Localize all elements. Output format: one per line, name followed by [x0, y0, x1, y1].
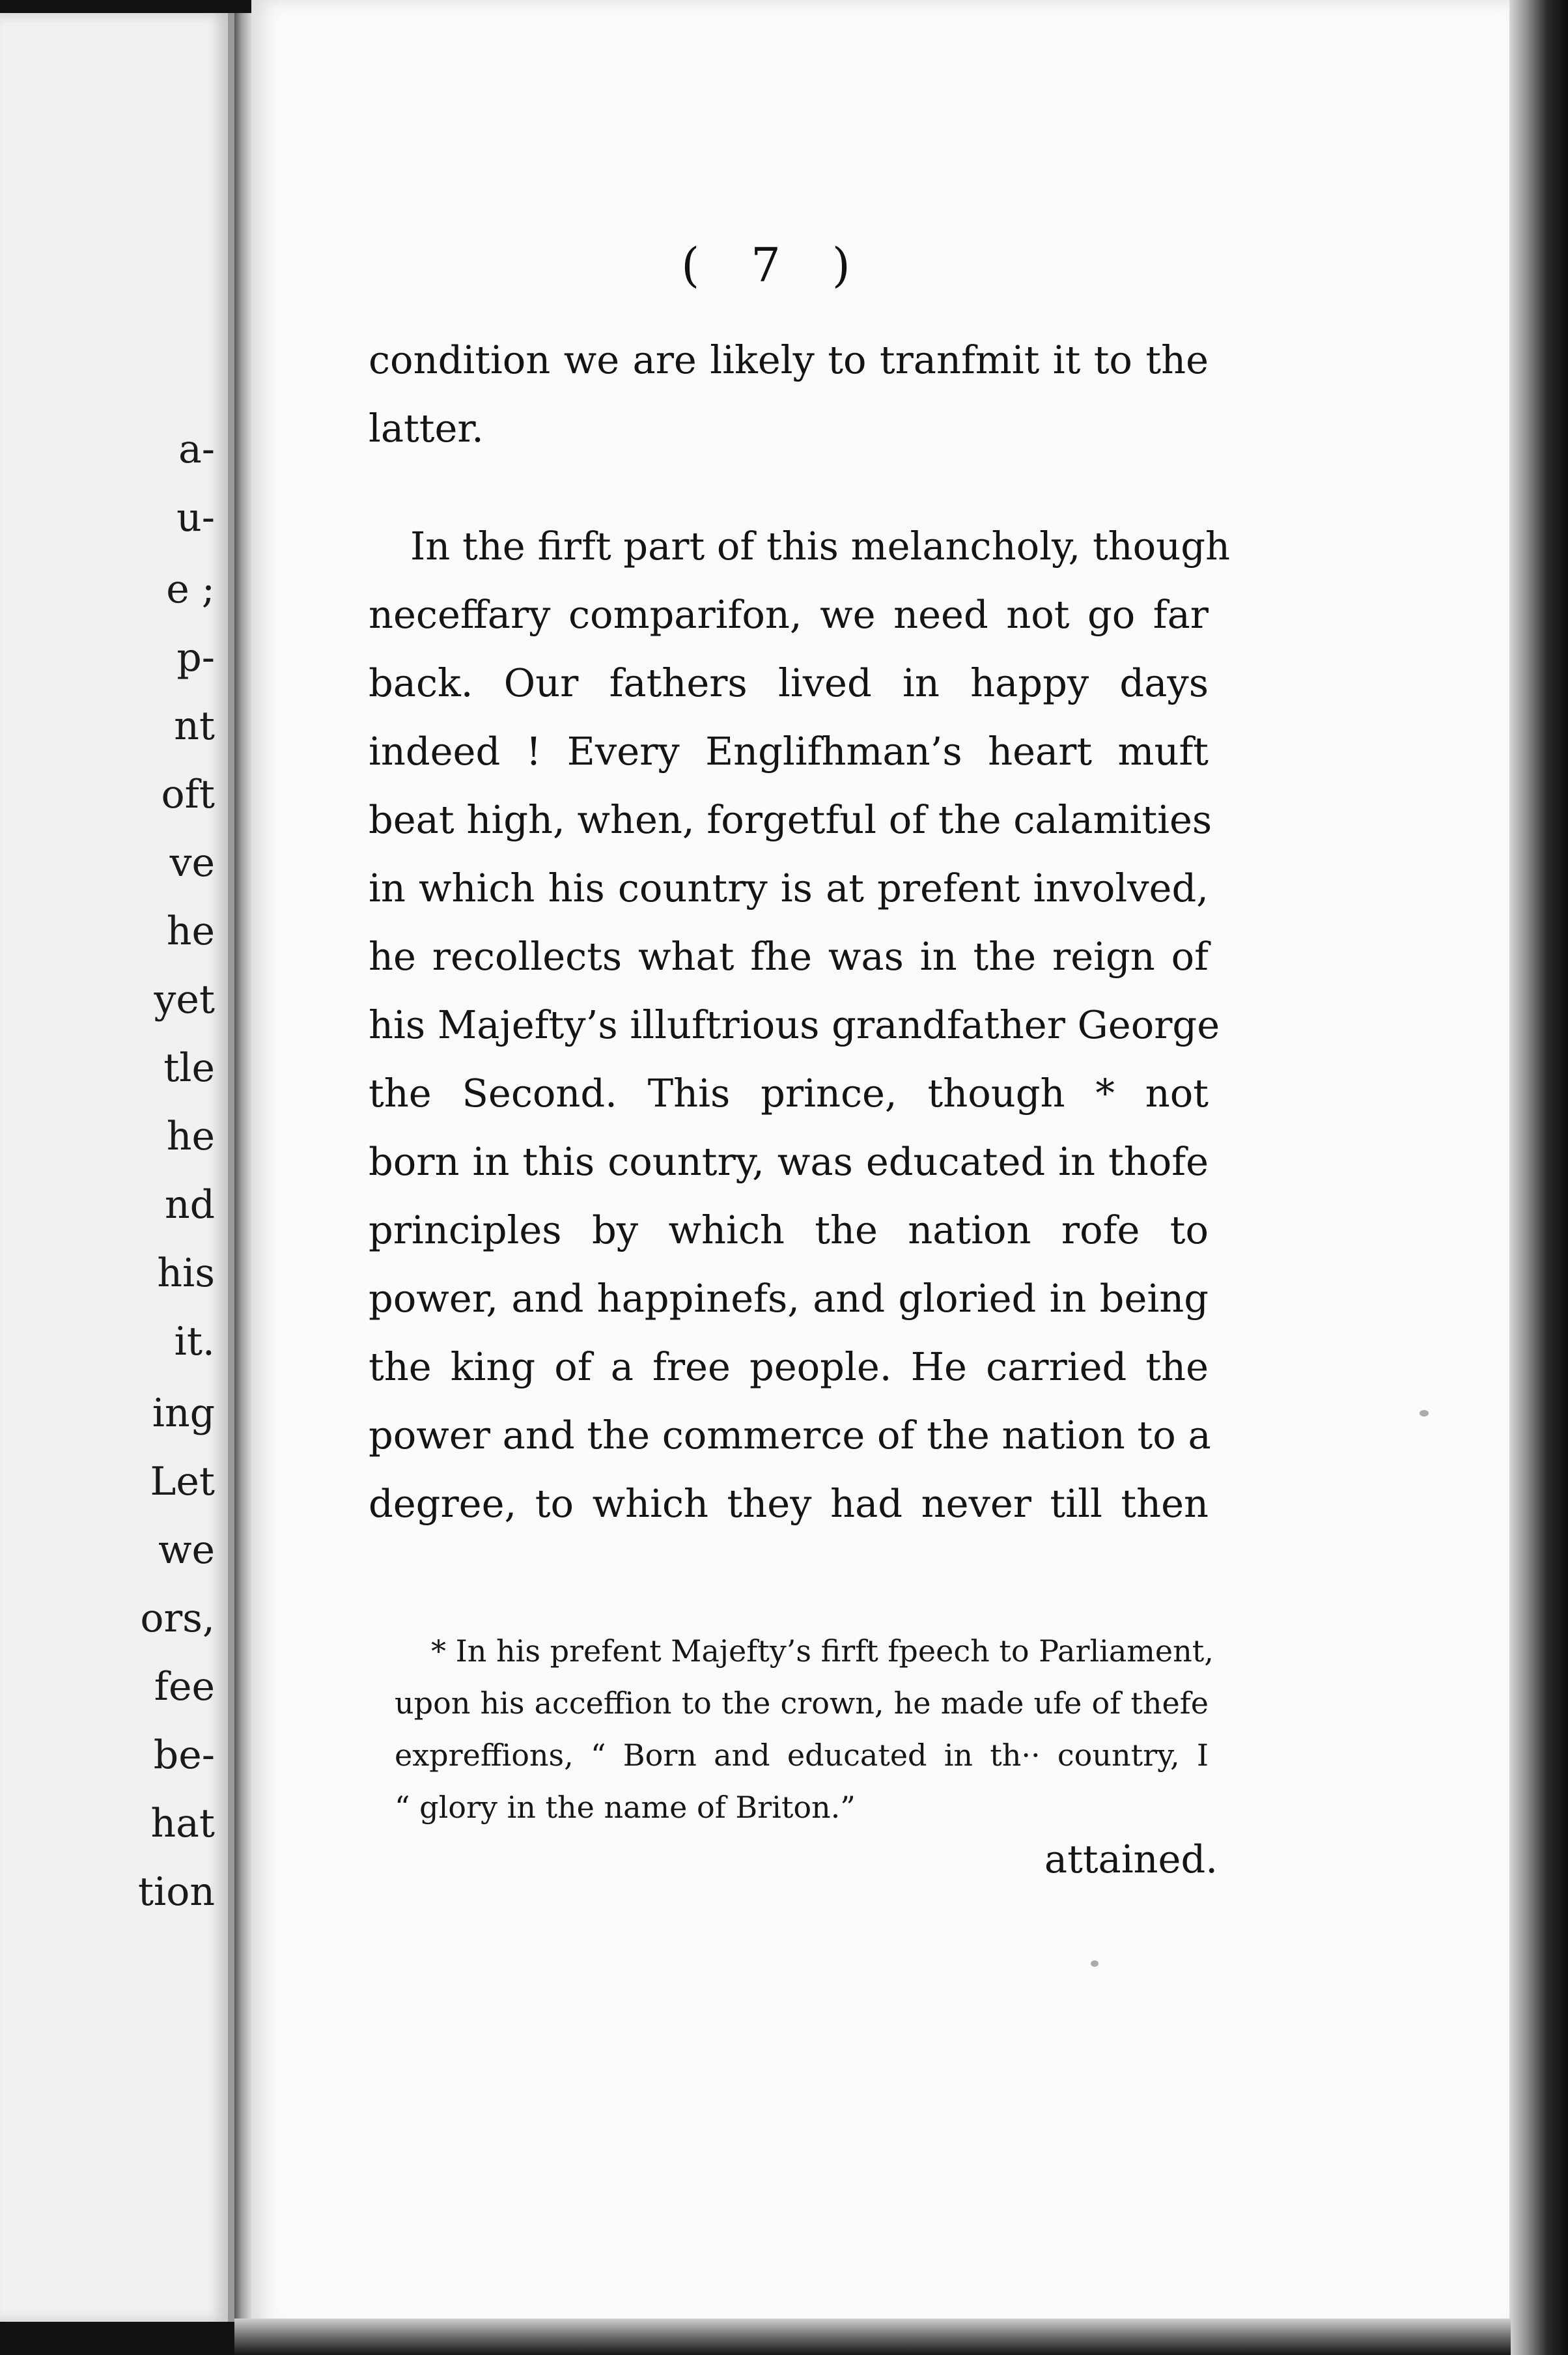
text-line: power and the commerce of the nation to a — [369, 1413, 1211, 1458]
footnote-line: * In his prefent Majefty’s firft fpeech to Parliament, — [431, 1633, 1214, 1669]
footnote-line: “ glory in the name of Briton.” — [395, 1790, 856, 1825]
left-fragment: oft — [161, 772, 215, 817]
text-line: back. Our fathers lived in happy days — [369, 660, 1209, 705]
footnote — [395, 1625, 1214, 1833]
text-line: beat high, when, forgetful of the calamities — [369, 797, 1212, 842]
left-fragment: p- — [176, 635, 215, 681]
text-line: latter. — [369, 406, 484, 451]
footnote-line: upon his acceffion to the crown, he made ufe of thefe — [395, 1685, 1209, 1721]
left-fragment: he — [166, 1114, 215, 1159]
text-line: degree, to which they had never till then — [369, 1481, 1209, 1526]
page-bottom-edge — [234, 2319, 1511, 2355]
text-line: in which his country is at prefent involved, — [369, 866, 1209, 910]
page-edge-shadow — [1509, 0, 1568, 2355]
left-fragment: his — [157, 1250, 215, 1296]
footnote-line: expreffions, “ Born and educated in th·· country, I — [395, 1738, 1209, 1773]
left-page-text-fragments — [0, 13, 215, 2322]
left-fragment: ing — [152, 1390, 215, 1436]
left-fragment: hat — [150, 1801, 215, 1846]
left-fragment: tion — [137, 1869, 215, 1915]
body-text — [369, 326, 1230, 1538]
left-fragment: tle — [163, 1045, 215, 1091]
text-line: the Second. This prince, though * not — [369, 1071, 1209, 1116]
left-fragment: u- — [176, 495, 215, 541]
left-fragment: be- — [153, 1732, 215, 1778]
left-fragment: e ; — [166, 567, 215, 612]
text-line: born in this country, was educated in thofe — [369, 1139, 1209, 1184]
left-fragment: a- — [178, 427, 215, 472]
page-number: ( 7 ) — [681, 238, 869, 292]
left-fragment: it. — [174, 1319, 215, 1364]
book-gutter — [234, 13, 251, 2322]
catchword: attained. — [1044, 1837, 1218, 1882]
left-fragment: he — [166, 909, 215, 954]
left-fragment: ors, — [140, 1596, 215, 1641]
text-line: neceffary comparifon, we need not go far — [369, 592, 1209, 637]
text-line: indeed ! Every Englifhman’s heart muft — [369, 729, 1209, 774]
text-line: condition we are likely to tranfmit it to the — [369, 337, 1209, 382]
left-fragment: we — [158, 1527, 215, 1573]
text-line: his Majefty’s illuftrious grandfather George — [369, 1002, 1220, 1047]
left-fragment: fee — [154, 1664, 215, 1710]
left-fragment: ve — [169, 840, 215, 886]
left-fragment: nt — [174, 703, 215, 749]
text-line: In the firft part of this melancholy, though — [410, 524, 1230, 569]
left-fragment: nd — [164, 1182, 215, 1228]
text-line: principles by which the nation rofe to — [369, 1207, 1209, 1252]
left-fragment: Let — [150, 1459, 215, 1504]
left-page — [0, 13, 234, 2322]
text-line: the king of a free people. He carried the — [369, 1344, 1209, 1389]
ink-speck — [1420, 1410, 1429, 1417]
ink-speck — [1091, 1960, 1099, 1967]
text-line: power, and happinefs, and gloried in being — [369, 1276, 1209, 1321]
left-fragment: yet — [154, 977, 215, 1022]
text-line: he recollects what fhe was in the reign of — [369, 934, 1209, 979]
